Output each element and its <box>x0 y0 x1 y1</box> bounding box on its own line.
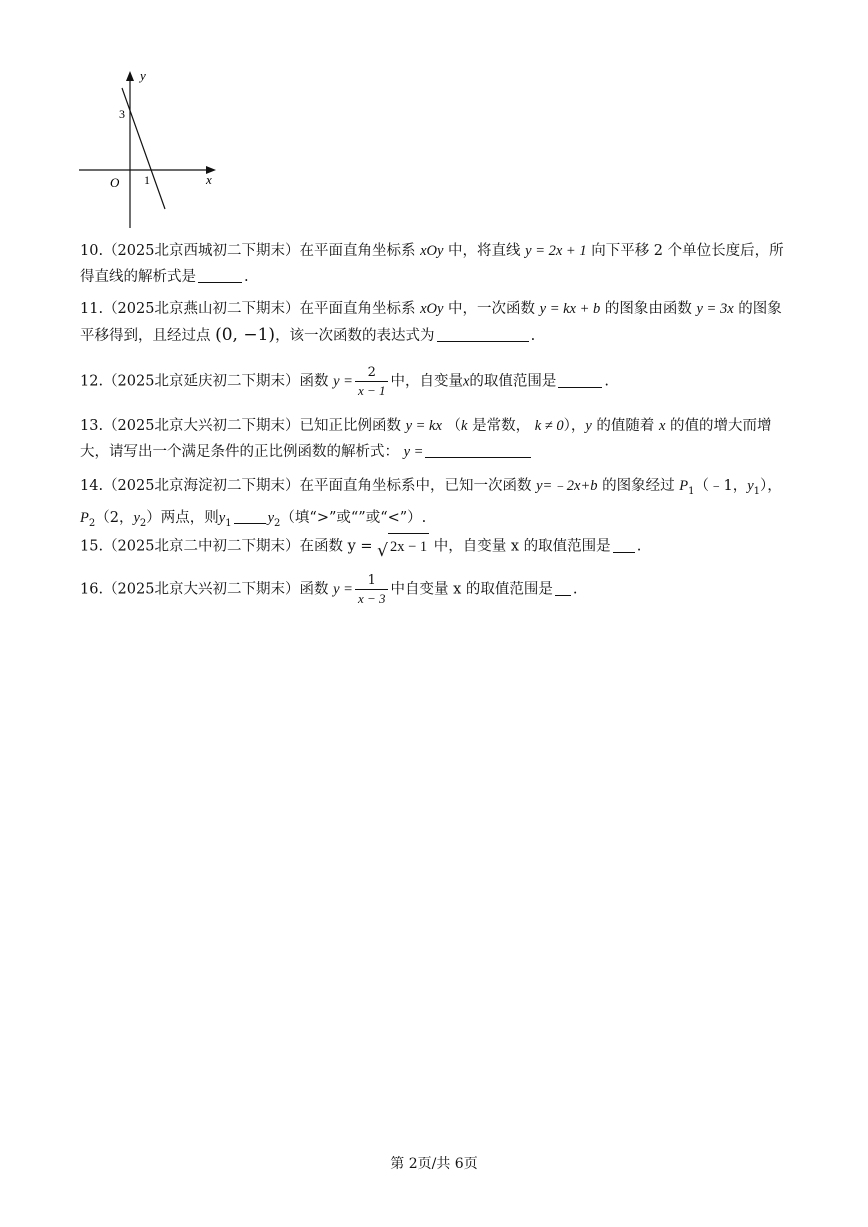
question-13: 13.（2025北京大兴初二下期末）已知正比例函数 y = kx （k 是常数， k ≠ 0），y 的值随着 x 的值的增大而增 大，请写出一个满足条件的正比例函数的解析式： y = <box>80 418 772 460</box>
coordinate-system: xOy <box>420 243 444 259</box>
y-axis-arrow <box>126 71 134 81</box>
question-11: 11.（2025北京燕山初二下期末）在平面直角坐标系 xOy 中，一次函数 y = kx + b 的图象由函数 y = 3x 的图象 平移得到，且经过点 (0, −1)，该一次函数的表达式为 . <box>80 301 782 345</box>
point-coordinates: (0, −1) <box>215 325 276 345</box>
question-16: 16.（2025北京大兴初二下期末）函数 y = $\frac{1}{x - 3}$ 中自变量 x 的取值范围是 . <box>80 573 578 606</box>
y-intercept-label: 3 <box>119 107 125 121</box>
answer-blank-15[interactable] <box>613 537 635 553</box>
answer-blank-14[interactable] <box>234 508 266 524</box>
answer-blank-12[interactable] <box>558 372 602 388</box>
answer-blank-11[interactable] <box>437 326 529 342</box>
fraction: $\frac{2}{x - 1}$ <box>355 366 389 397</box>
fraction: $\frac{1}{x - 3}$ <box>355 574 389 605</box>
square-root: √ 2x − 1 <box>377 533 429 560</box>
question-12: 12.（2025北京延庆初二下期末）函数 y = $\frac{2}{x - 1}$ 中，自变量x的取值范围是 . <box>80 365 610 398</box>
page-number: 第 2页/共 6页 <box>390 1156 478 1172</box>
line-expression: y = 2x + 1 <box>525 243 587 259</box>
question-14: 14.（2025北京海淀初二下期末）在平面直角坐标系中，已知一次函数 y=﹣2x+b 的图象经过 $P_1(﹣1$，$y_1$）， $P_2(2$，$y_2$）两点，则$y_1$ $y_2$（填“>”或“”或“<”）. <box>80 478 782 529</box>
origin-label: O <box>110 175 120 190</box>
answer-blank-10[interactable] <box>198 267 242 283</box>
x-axis-label: x <box>206 172 212 187</box>
coordinate-graph <box>74 66 224 234</box>
answer-blank-13[interactable] <box>425 442 531 458</box>
function-line <box>122 88 165 209</box>
question-15: 15.（2025北京二中初二下期末）在函数 y = √ 2x − 1 中，自变量 x 的取值范围是 . <box>80 533 792 560</box>
answer-blank-16[interactable] <box>555 580 571 596</box>
x-intercept-label: 1 <box>144 173 150 187</box>
y-axis-label: y <box>140 68 146 83</box>
question-10: 10.（2025北京西城初二下期末）在平面直角坐标系 xOy 中，将直线 y = 2x + 1 向下平移 2 个单位长度后，所 得直线的解析式是 . <box>80 243 784 285</box>
